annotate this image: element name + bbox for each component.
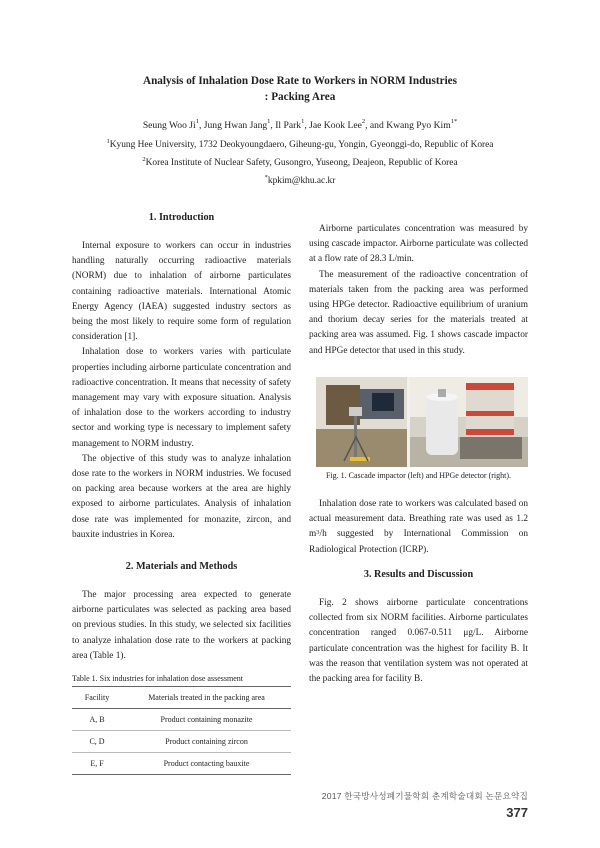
table-header-row — [72, 687, 291, 709]
section-heading-methods: 2. Materials and Methods — [125, 561, 238, 572]
right-paragraph-2: The measurement of the radioactive concentration of materials taken from the packing area was performed using HPGe detector. Radioactive equilibrium of uranium and thorium decay series for the materials treated at packing area was assumed. Fig. 1 shows cascade impactor and HPGe detector that used in this study. — [309, 269, 528, 356]
hpge-detector-photo — [410, 377, 528, 467]
table-cell: C, D — [72, 731, 122, 753]
methods-body — [72, 588, 291, 664]
author-separator: , — [198, 120, 204, 131]
methods-paragraph-1: The major processing area expected to generate airborne particulates was selected as packing area based on previous studies. In this study, we selected six facilities to analyze inhalation dose rate to the workers at packing area (Table 1). — [72, 590, 291, 661]
author-separator: , — [270, 120, 276, 131]
results-paragraph-1: Fig. 2 shows airborne particulate concentrations collected from six NORM facilities. Airborne particulates concentration ranged 0.067-0.511 μg/L. Airborne particulate concentration was the highest for facility B. It was the reason that ventilation system was not operated at the packing area for facility B. — [309, 598, 528, 685]
table-header-cell: Facility — [72, 687, 122, 709]
introduction-body — [72, 239, 291, 543]
table-cell: Product containing zircon — [122, 731, 291, 753]
table-caption: Table 1. Six industries for inhalation dose assessment — [72, 674, 243, 683]
right-paragraph-3 — [309, 497, 528, 558]
affiliation-text: Kyung Hee University, 1732 Deokyoungdaero, Giheung-gu, Yongin, Gyeonggi-do, Republic of Korea — [109, 140, 494, 150]
table-header-cell: Materials treated in the packing area — [122, 687, 291, 709]
page-number: 377 — [506, 805, 528, 820]
author-name: Jung Hwan Jang — [203, 120, 268, 131]
author-separator: , — [365, 120, 370, 131]
table-row — [72, 731, 291, 753]
author-separator: , — [304, 120, 310, 131]
footer-proceedings-title: 2017 한국방사성폐기물학회 춘계학술대회 논문요약집 — [321, 791, 528, 801]
corresponding-email — [0, 176, 600, 186]
author-sup: 1 — [267, 118, 271, 125]
intro-paragraph-1: Internal exposure to workers can occur in industries handling naturally occurring radioactive materials (NORM) due to inhalation of airborne particulates containing radioactive materials. International Atomic Energy Agency (IAEA) suggested industry sectors as being the most likely to require some form of regulation consideration [1]. — [72, 241, 291, 343]
dose-calculation-body — [309, 497, 528, 558]
table — [72, 686, 291, 775]
author-name: Seung Woo Ji — [142, 120, 196, 131]
author-sup: 1 — [195, 118, 199, 125]
table-row — [72, 753, 291, 775]
page-footer — [300, 786, 528, 822]
email-sup: * — [264, 174, 268, 181]
table-cell: Product containing monazite — [122, 709, 291, 731]
table-cell: A, B — [72, 709, 122, 731]
table-cell: E, F — [72, 753, 122, 775]
author-list — [0, 120, 600, 131]
affiliation-text: Korea Institute of Nuclear Safety, Gusongro, Yuseong, Deajeon, Republic of Korea — [145, 158, 458, 168]
section-heading-introduction: 1. Introduction — [148, 212, 215, 223]
email-text[interactable]: kpkim@khu.ac.kr — [267, 176, 336, 186]
title-line-2: : Packing Area — [264, 91, 336, 103]
right-paragraph-1: Airborne particulates concentration was measured by using cascade impactor. Airborne particulate was collected at a flow rate of 28.3 L/min. — [309, 224, 528, 265]
author-name: Il Park — [275, 120, 302, 131]
author-sup: 1 — [301, 118, 305, 125]
affiliation-1 — [0, 140, 600, 150]
cascade-impactor-photo — [316, 377, 407, 467]
facility-table — [72, 686, 291, 775]
title-line-1: Analysis of Inhalation Dose Rate to Workers in NORM Industries — [143, 75, 457, 87]
intro-paragraph-3: The objective of this study was to analyze inhalation dose rate to the workers in NORM industries. We focused on packing area because workers at the area are highly exposed to airborne particulates. Analysis of inhalation dose rate was implemented for monazite, zircon, and bauxite industries in Korea. — [72, 453, 291, 540]
affiliation-2 — [0, 158, 600, 168]
author-sup: 1* — [450, 118, 458, 125]
intro-paragraph-2: Inhalation dose to workers varies with particulate properties including airborne particulate concentration and radioactive concentration. It means that necessity of safety management may vary with exposure situation. Analysis of inhalation dose to the workers according to industry sector and working type is necessary to implement safety management to NORM industry. — [72, 347, 291, 449]
table-row — [72, 709, 291, 731]
author-sup: 2 — [361, 118, 366, 125]
unit-superscript: 3 — [316, 529, 320, 537]
breathing-rate-text-cont: /h suggested by International Commission on Radiological Protection (ICRP). — [309, 529, 528, 555]
author-and: and — [369, 120, 387, 131]
results-body — [309, 596, 528, 687]
breathing-rate-text: Inhalation dose rate to workers was calculated based on actual measurement data. Breathing rate was used as 1.2 m — [309, 499, 528, 540]
affiliation-sup: 1 — [106, 138, 110, 145]
figure-1-photo — [316, 377, 528, 467]
figure-1-caption: Fig. 1. Cascade impactor (left) and HPGe detector (right). — [325, 471, 512, 480]
methods-body-continued — [309, 222, 528, 359]
affiliation-sup: 2 — [142, 156, 146, 163]
author-name: Jae Kook Lee — [309, 120, 362, 131]
paper-title — [0, 73, 600, 105]
author-name: Kwang Pyo Kim — [386, 120, 451, 131]
section-heading-results: 3. Results and Discussion — [363, 569, 474, 580]
table-cell: Product contacting bauxite — [122, 753, 291, 775]
